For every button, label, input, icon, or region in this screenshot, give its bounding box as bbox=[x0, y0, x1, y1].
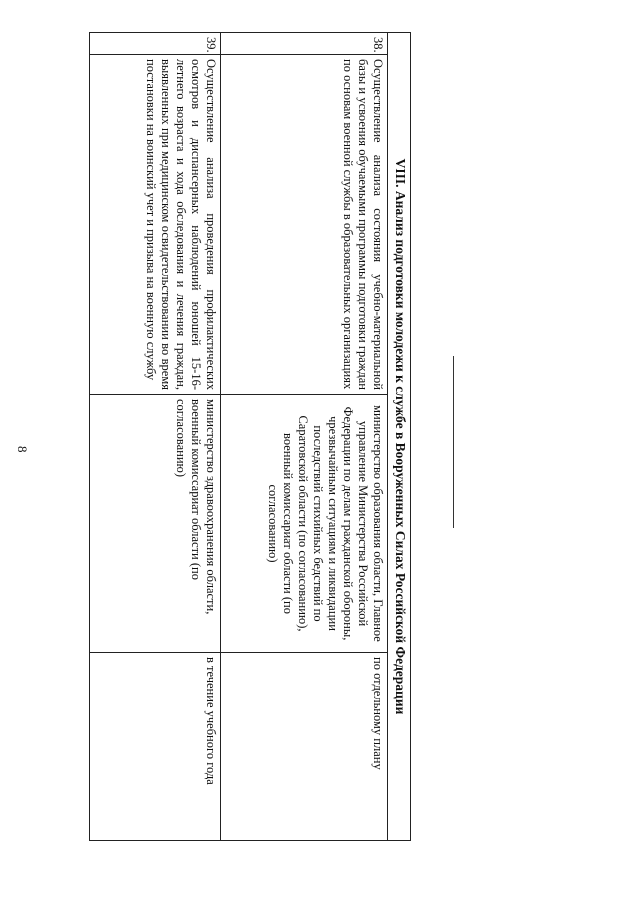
document-table-wrapper bbox=[89, 32, 411, 840]
row-responsible: министерство здравоохранения области, военный комиссариат области (по согласованию) bbox=[90, 395, 221, 653]
table-row bbox=[90, 33, 221, 841]
row-number: 39. bbox=[90, 33, 221, 55]
section-title: VIII. Анализ подготовки молодежи к службе в Вооруженных Силах Российской Федерации bbox=[388, 33, 411, 841]
signature-line bbox=[453, 356, 454, 528]
row-responsible: министерство образования области, Главное управление Министерства Российской Федерации по делам гражданской обороны, чрезвычайным ситуациям и ликвидации последствий стихийных бедствий по Саратовской области (по согласованию), военный комиссариат области (по согласованию) bbox=[221, 395, 388, 653]
row-action: Осуществление анализа проведения профилактических осмотров и диспансерных наблюдений юношей 15-16-летнего возраста и хода обследования и лечения граждан, выявленных при медицинском освидетельствовании во время постановки на воинский учет и призыва на военную службу bbox=[90, 55, 221, 395]
activities-table bbox=[89, 32, 411, 841]
row-term: в течение учебного года bbox=[90, 653, 221, 841]
row-term: по отдельному плану bbox=[221, 653, 388, 841]
page-number: 8 bbox=[15, 446, 30, 453]
row-number: 38. bbox=[221, 33, 388, 55]
table-row bbox=[221, 33, 388, 841]
row-action: Осуществление анализа состояния учебно-материальной базы и усвоения обучаемыми программы подготовки граждан по основам военной службы в образовательных организациях bbox=[221, 55, 388, 395]
